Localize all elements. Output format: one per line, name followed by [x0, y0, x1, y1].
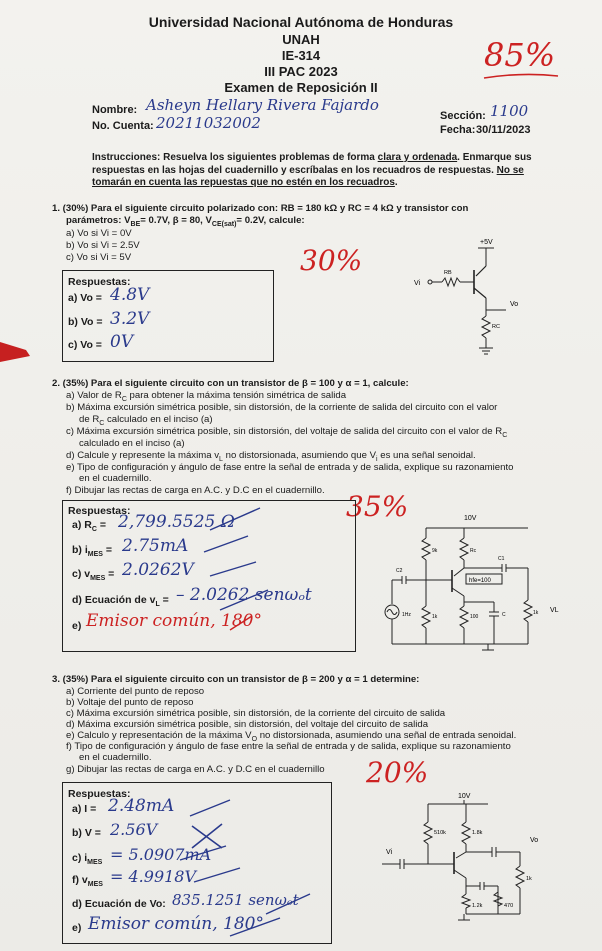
p3-score: 20% — [366, 756, 429, 789]
date-value: 30/11/2023 — [476, 124, 531, 136]
p1-score: 30% — [300, 244, 363, 277]
circuit-1 — [400, 232, 550, 362]
svg-text:Vi: Vi — [414, 280, 421, 287]
p2-answer-d-value: – 2.0262 senωₒt — [176, 585, 312, 605]
p2-answer-e-value: Emisor común, 180° — [86, 611, 262, 631]
p1-params: parámetros: $V_{BE}= 0.7V$, β = 80, $V_{CE(sat)}= 0.2V$, calcule: — [66, 215, 305, 228]
svg-text:RC: RC — [492, 324, 500, 330]
p2-score: 35% — [346, 490, 409, 523]
svg-text:RB: RB — [444, 270, 452, 276]
unah-label: UNAH — [282, 32, 320, 47]
p3-title: 3. (35%) Para el siguiente circuito con un transistor de β = 200 y α = 1 determine: — [52, 674, 420, 685]
p1-item-a: a) Vo si Vi = 0V — [66, 228, 132, 239]
svg-text:hfe=100: hfe=100 — [469, 578, 491, 584]
p3-answer-a-label: a) I = — [72, 803, 97, 815]
exam-title: Examen de Reposición II — [224, 80, 378, 95]
svg-text:1k: 1k — [432, 614, 438, 620]
svg-text:Vo: Vo — [530, 837, 539, 844]
p2-item-c: c) Máxima excursión simétrica posible, sin distorsión, del voltaje de salida del circuito con el valor de $R_C$ — [66, 426, 508, 439]
p2-item-e: e) Tipo de configuración y ángulo de fase entre la señal de entrada y de salida, explique su razonamiento — [66, 462, 514, 473]
p3-item-g: g) Dibujar las rectas de carga en A.C. y D.C en el cuadernillo — [66, 764, 325, 775]
p2-item-e2: en el cuadernillo. — [79, 473, 152, 484]
p1-item-b: b) Vo si Vi = 2.5V — [66, 240, 140, 251]
svg-text:470: 470 — [504, 903, 514, 909]
svg-text:1k: 1k — [533, 610, 539, 616]
svg-text:100: 100 — [470, 614, 479, 620]
date-label: Fecha: — [440, 124, 476, 136]
p2-item-f: f) Dibujar las rectas de carga en A.C. y D.C en el cuadernillo. — [66, 485, 325, 496]
p2-answer-a-value: 2,799.5525 Ω — [118, 512, 235, 532]
p3-item-f2: en el cuadernillo. — [79, 752, 152, 763]
p3-answer-b-value: 2.56V — [110, 820, 158, 839]
p2-check-marks — [190, 506, 270, 646]
svg-text:10V: 10V — [458, 793, 471, 800]
p2-title: 2. (35%) Para el siguiente circuito con un transistor de β = 100 y α = 1, calcule: — [52, 378, 409, 389]
p2-answer-d-label: d) Ecuación de $v_L$ = — [72, 594, 169, 609]
p3-check-marks — [150, 790, 320, 940]
p2-answer-c-label: c) $v_{MES}$ = — [72, 568, 115, 583]
svg-text:Rc: Rc — [470, 548, 477, 554]
p3-item-a: a) Corriente del punto de reposo — [66, 686, 205, 697]
instructions: Instrucciones: Resuelva los siguientes problemas de forma clara y ordenada. Enmarque sus respuestas en las hojas del cuadernillo y escríbalas en los recuadros de respuestas. No se tomarán en cuenta las repuestas que no estén en los recuadros. — [92, 152, 532, 188]
account-number: 20211032002 — [156, 114, 261, 132]
p3-item-d: d) Máxima excursión simétrica posible, sin distorsión, del voltaje del circuito de salida — [66, 719, 429, 730]
svg-text:C: C — [502, 612, 506, 618]
p2-item-d: d) Calcule y represente la máxima $v_L$ no distorsionada, asumiendo que $V_i$ es una señal senoidal. — [66, 450, 476, 463]
circuit-3 — [380, 786, 560, 926]
p3-answers-title: Respuestas: — [68, 788, 131, 800]
p1-answers-title: Respuestas: — [68, 276, 131, 288]
p2-item-b2: de $R_C$ calculado en el inciso (a) — [79, 414, 213, 427]
svg-text:1.8k: 1.8k — [472, 830, 483, 836]
total-score: 85% — [484, 36, 556, 74]
p2-answer-e-label: e) — [72, 620, 82, 632]
p2-answer-a-label: a) $R_C$ = — [72, 519, 106, 534]
course-code: IE-314 — [281, 48, 321, 63]
red-marker — [0, 338, 34, 366]
p3-answer-b-label: b) V = — [72, 827, 101, 839]
svg-text:510k: 510k — [434, 830, 446, 836]
svg-text:1k: 1k — [526, 876, 532, 882]
p2-answer-b-label: b) $i_{MES}$ = — [72, 544, 112, 559]
p1-item-c: c) Vo si Vi = 5V — [66, 252, 132, 263]
p3-answer-f-value: = 4.9918V — [110, 867, 197, 886]
p3-item-f: f) Tipo de configuración y ángulo de fase entre la señal de entrada y de salida, explique su razonamiento — [66, 741, 511, 752]
period: III PAC 2023 — [264, 64, 338, 79]
p3-answer-f-label: f) $v_{MES}$ — [72, 874, 103, 889]
p1-answer-c-label: c) Vo = — [68, 339, 102, 351]
svg-text:1Hz: 1Hz — [402, 612, 411, 618]
university-title: Universidad Nacional Autónoma de Honduras — [148, 14, 454, 30]
p3-item-b: b) Voltaje del punto de reposo — [66, 697, 194, 708]
svg-text:1.2k: 1.2k — [472, 903, 483, 909]
p3-answer-c-label: c) $i_{MES}$ — [72, 852, 103, 867]
svg-text:+5V: +5V — [480, 239, 493, 246]
p1-answer-a-value: 4.8V — [110, 285, 150, 305]
p1-answer-b-value: 3.2V — [110, 309, 150, 329]
section-value: 1100 — [490, 102, 529, 120]
p2-item-c2: calculado en el inciso (a) — [79, 438, 185, 449]
p1-answer-c-value: 0V — [110, 332, 134, 352]
svg-text:9k: 9k — [432, 548, 438, 554]
svg-text:10V: 10V — [464, 515, 477, 522]
section-label: Sección: — [440, 110, 486, 122]
p3-item-c: c) Máxima excursión simétrica posible, sin distorsión, de la corriente del circuito de salida — [66, 708, 446, 719]
p3-answer-d-label: d) Ecuación de Vo: — [72, 898, 166, 910]
svg-text:C1: C1 — [498, 556, 505, 562]
score-underline — [482, 70, 562, 82]
p2-answer-b-value: 2.75mA — [122, 536, 189, 556]
svg-text:VL: VL — [550, 607, 559, 614]
account-label: No. Cuenta: — [92, 120, 154, 132]
svg-text:Vo: Vo — [510, 301, 519, 308]
student-name: Asheyn Hellary Rivera Fajardo — [146, 96, 379, 114]
circuit-2 — [378, 508, 578, 658]
p2-answers-title: Respuestas: — [68, 505, 131, 517]
p1-title: 1. (30%) Para el siguiente circuito polarizado con: RB = 180 kΩ y RC = 4 kΩ y transistor con — [52, 203, 469, 214]
svg-text:C2: C2 — [396, 568, 403, 574]
p1-answer-b-label: b) Vo = — [68, 316, 103, 328]
svg-text:Vi: Vi — [386, 849, 393, 856]
p1-answer-a-label: a) Vo = — [68, 292, 102, 304]
p3-answer-a-value: 2.48mA — [108, 796, 175, 816]
p2-answer-c-value: 2.0262V — [122, 560, 194, 580]
p2-item-b: b) Máxima excursión simétrica posible, sin distorsión, de la corriente de salida del circuito con el valor — [66, 402, 498, 413]
p3-answer-e-label: e) — [72, 922, 82, 934]
p2-item-a: a) Valor de $R_C$ para obtener la máxima tensión simétrica de salida — [66, 390, 347, 403]
p3-item-e: e) Calculo y representación de la máxima $V_O$ no distorsionada, asumiendo una señal de entrada senoidal. — [66, 730, 517, 743]
p3-answer-e-value: Emisor común, 180° — [88, 914, 264, 934]
p3-answer-c-value: = 5.0907mA — [110, 845, 212, 864]
p3-answer-d-value: 835.1251 senωₒt — [172, 891, 299, 909]
name-label: Nombre: — [92, 104, 138, 116]
